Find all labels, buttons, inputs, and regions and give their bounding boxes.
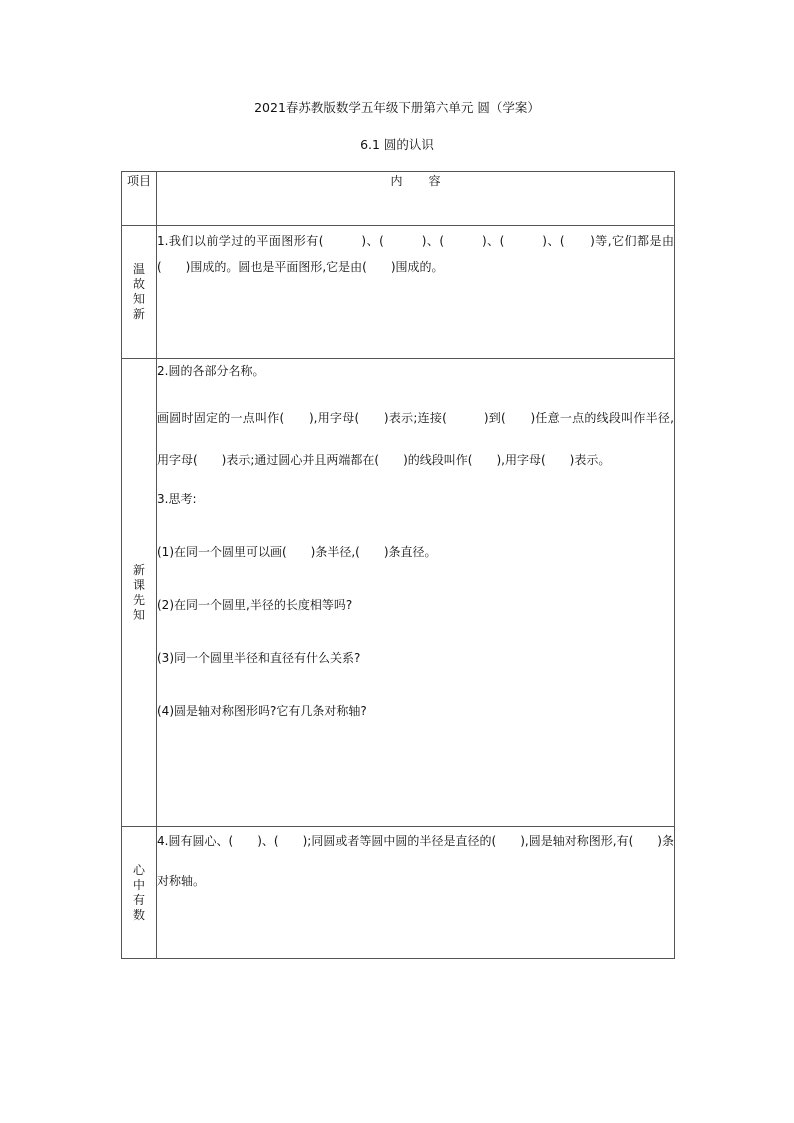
section-title: 6.1 圆的认识	[360, 137, 434, 152]
row-content-review	[157, 226, 675, 359]
table-row-summary	[122, 827, 675, 959]
row-label-review: 温 故 知 新	[122, 226, 157, 359]
table-header-row	[122, 172, 675, 226]
question-2-heading: 2.圆的各部分名称。	[157, 364, 265, 378]
document-title: 2021春苏教版数学五年级下册第六单元 圆（学案）	[254, 100, 540, 115]
row-content-preview	[157, 359, 675, 827]
row-label-summary: 心 中 有 数	[122, 827, 157, 959]
question-3-3: (3)同一个圆里半径和直径有什么关系?	[157, 651, 361, 665]
question-4: 4.圆有圆心、( )、( );同圆或者等圆中圆的半径是直径的( ),圆是轴对称图形,有( )条对称轴。	[157, 834, 674, 888]
header-content-char-2: 容	[428, 174, 441, 188]
question-3-heading: 3.思考:	[157, 492, 197, 506]
table-row-review	[122, 226, 675, 359]
question-3-1: (1)在同一个圆里可以画( )条半径,( )条直径。	[157, 545, 437, 559]
header-content-label	[157, 172, 675, 226]
worksheet-table	[121, 171, 675, 959]
row-label-preview: 新 课 先 知	[122, 359, 157, 827]
header-item-label: 项目	[122, 172, 157, 226]
question-3-4: (4)圆是轴对称图形吗?它有几条对称轴?	[157, 704, 367, 718]
header-content-char-1: 内	[390, 174, 403, 188]
table-row-preview	[122, 359, 675, 827]
row-content-summary	[157, 827, 675, 959]
question-1: 1.我们以前学过的平面图形有( )、( )、( )、( )、( )等,它们都是由( )围成的。圆也是平面图形,它是由( )围成的。	[157, 234, 674, 274]
question-3-2: (2)在同一个圆里,半径的长度相等吗?	[157, 598, 353, 612]
question-2-text: 画圆时固定的一点叫作( ),用字母( )表示;连接( )到( )任意一点的线段叫作半径,用字母( )表示;通过圆心并且两端都在( )的线段叫作( ),用字母( )表示。	[157, 411, 674, 467]
